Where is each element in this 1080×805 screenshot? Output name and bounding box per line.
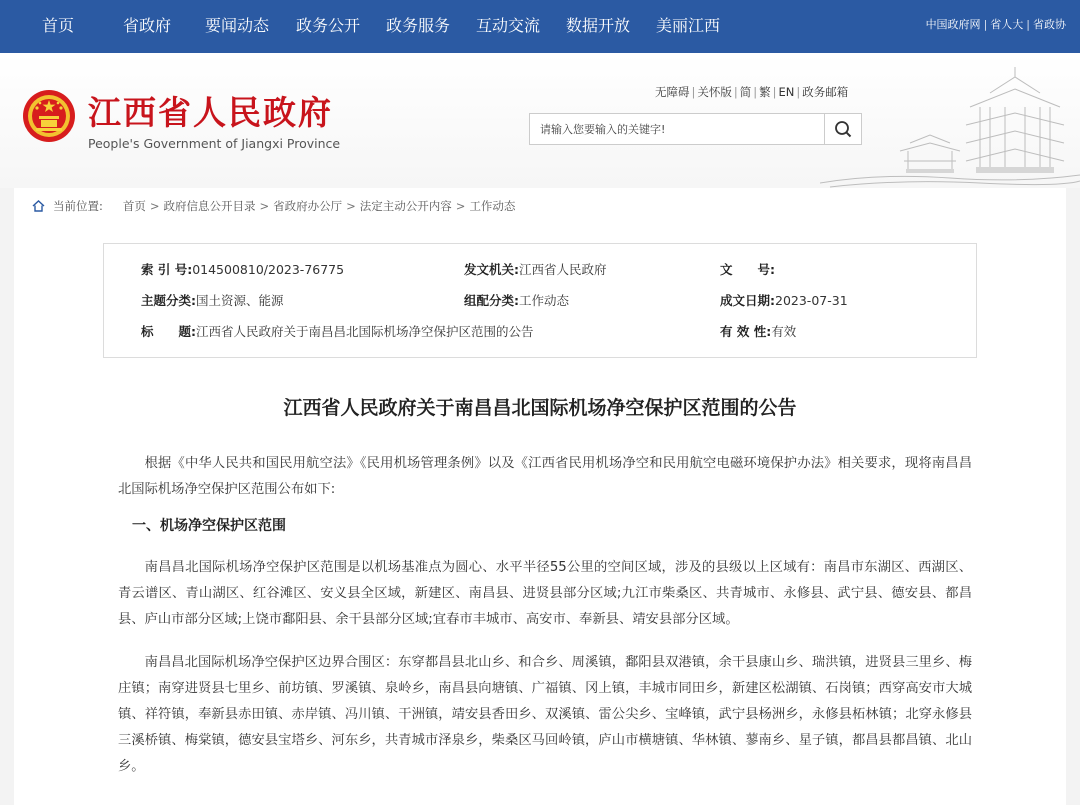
article-paragraph-3: 南昌昌北国际机场净空保护区边界合围区：东穿都昌县北山乡、和合乡、周溪镇，鄱阳县双港镇，余干县康山乡、瑞洪镇，进贤县三里乡、梅庄镇；南穿进贤县七里乡、前坊镇、罗溪镇、泉岭乡，南昌县向塘镇、广福镇、冈上镇，丰城市同田乡，新建区松湖镇、石岗镇；西穿高安市大城镇、祥符镇，奉新县赤田镇、赤岸镇、冯川镇、干洲镇，靖安县香田乡、双溪镇、雷公尖乡、宝峰镇，武宁县杨洲乡，永修县柘林镇；北穿永修县三溪桥镇、梅棠镇，德安县宝塔乡、河东乡，共青城市泽泉乡，柴桑区马回岭镇，庐山市横塘镇、华林镇、蓼南乡、星子镇，都昌县都昌镇、北山乡。 xyxy=(118,655,972,774)
meta-topic: 主题分类:国土资源、能源 xyxy=(141,293,284,308)
utility-links: 无障碍 | 关怀版 | 简 | 繁 | EN | 政务邮箱 xyxy=(655,85,849,99)
site-title[interactable]: 江西省人民政府 xyxy=(88,93,333,132)
meta-doc-number: 文 号: xyxy=(720,262,775,277)
link-simplified[interactable]: 简 xyxy=(739,85,752,99)
breadcrumb-item-statutory-content[interactable]: 法定主动公开内容 xyxy=(359,199,452,213)
link-english[interactable]: EN xyxy=(778,85,795,99)
search-input[interactable] xyxy=(530,114,824,144)
breadcrumb-item-info-catalog[interactable]: 政府信息公开目录 xyxy=(163,199,256,213)
breadcrumb: 当前位置: 首页 > 政府信息公开目录 > 省政府办公厅 > 法定主动公开内容 > 工作动态 xyxy=(32,199,515,214)
home-icon xyxy=(32,200,45,212)
link-gov-mailbox[interactable]: 政务邮箱 xyxy=(802,85,849,99)
link-china-gov[interactable]: 中国政府网 xyxy=(925,18,981,31)
meta-category: 组配分类:工作动态 xyxy=(464,293,570,308)
article-paragraph-1: 根据《中华人民共和国民用航空法》《民用机场管理条例》以及《江西省民用机场净空和民用航空电磁环境保护办法》相关要求，现将南昌昌北国际机场净空保护区范围公布如下: xyxy=(118,456,972,497)
breadcrumb-label: 当前位置: xyxy=(53,199,103,213)
meta-validity: 有 效 性:有效 xyxy=(720,324,797,339)
document-metadata xyxy=(103,243,977,358)
top-nav xyxy=(0,0,1080,53)
meta-date: 成文日期:2023-07-31 xyxy=(720,293,848,308)
meta-issuer: 发文机关:江西省人民政府 xyxy=(464,262,607,277)
site-header xyxy=(0,53,1080,188)
link-accessibility[interactable]: 无障碍 xyxy=(655,85,690,99)
national-emblem-icon xyxy=(22,89,76,143)
link-care-mode[interactable]: 关怀版 xyxy=(697,85,732,99)
link-provincial-congress[interactable]: 省人大 xyxy=(990,18,1024,31)
breadcrumb-item-work-news[interactable]: 工作动态 xyxy=(469,199,516,213)
site-subtitle: People's Government of Jiangxi Province xyxy=(88,136,341,151)
meta-title: 标 题:江西省人民政府关于南昌昌北国际机场净空保护区范围的公告 xyxy=(141,324,534,339)
nav-item-province-gov[interactable]: 省政府 xyxy=(123,16,172,35)
article-paragraph-2: 南昌昌北国际机场净空保护区范围是以机场基准点为圆心、水平半径55公里的空间区域，涉及的县级以上区域有：南昌市东湖区、西湖区、青云谱区、青山湖区、红谷滩区、安义县全区域，新建区、南昌县、进贤县部分区域;九江市柴桑区、共青城市、永修县、武宁县、德安县、都昌县、庐山市部分区域;上饶市鄱阳县、余干县部分区域;宜春市丰城市、高安市、奉新县、靖安县部分区域。 xyxy=(118,560,972,627)
meta-index: 索 引 号:014500810/2023-76775 xyxy=(141,262,345,277)
nav-item-beautiful-jiangxi[interactable]: 美丽江西 xyxy=(656,16,721,35)
article-title: 江西省人民政府关于南昌昌北国际机场净空保护区范围的公告 xyxy=(283,397,797,419)
search-box xyxy=(529,113,862,145)
nav-item-home[interactable]: 首页 xyxy=(42,16,75,35)
link-traditional[interactable]: 繁 xyxy=(759,85,771,99)
main-content xyxy=(14,188,1066,805)
breadcrumb-item-general-office[interactable]: 省政府办公厅 xyxy=(273,199,343,213)
nav-item-news[interactable]: 要闻动态 xyxy=(205,16,270,35)
link-provincial-cppcc[interactable]: 省政协 xyxy=(1033,18,1066,31)
nav-item-open-data[interactable]: 数据开放 xyxy=(566,16,631,35)
breadcrumb-item-home[interactable]: 首页 xyxy=(122,199,146,213)
nav-item-interaction[interactable]: 互动交流 xyxy=(476,16,541,35)
nav-item-gov-services[interactable]: 政务服务 xyxy=(386,16,451,35)
top-right-links: 中国政府网 | 省人大 | 省政协 xyxy=(925,18,1066,31)
section-heading-1: 一、机场净空保护区范围 xyxy=(132,518,286,534)
nav-item-gov-affairs-open[interactable]: 政务公开 xyxy=(296,16,361,35)
pavilion-illustration xyxy=(820,63,1080,188)
